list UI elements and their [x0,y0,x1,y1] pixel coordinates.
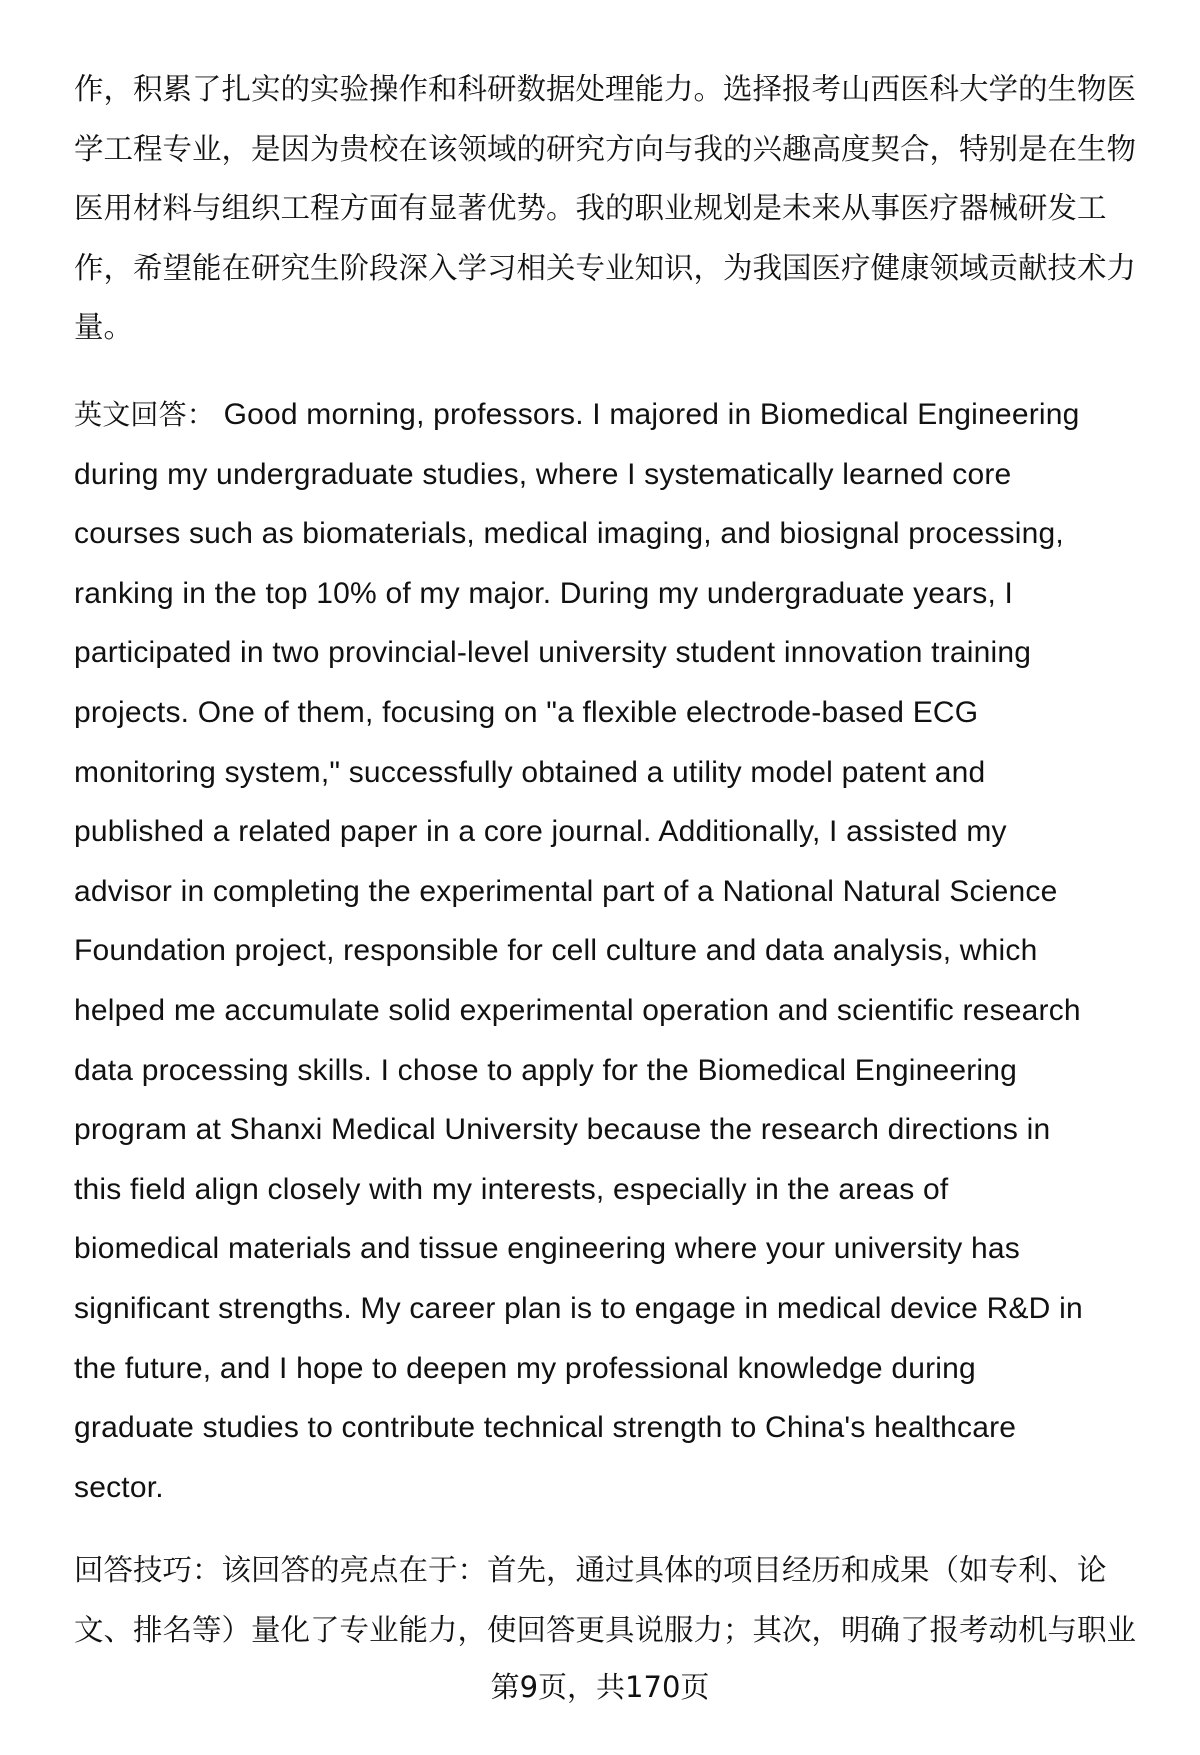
text-line [74,1541,1154,1601]
text-line: significant strengths. My career plan is to engage in medical device R&D in [74,1291,1083,1325]
text-line: the future, and I hope to deepen my professional knowledge during [74,1351,976,1385]
text-line: ranking in the top 10% of my major. During my undergraduate years, I [74,576,1014,610]
page-indicator: 第9页，共170页 [490,1670,710,1704]
text-line: program at Shanxi Medical University because the research directions in [74,1113,1051,1147]
text-line: participated in two provincial-level university student innovation training [74,636,1032,670]
text-line [74,385,1154,445]
english-answer-label: 英文回答： [74,398,216,431]
text-line: projects. One of them, focusing on "a flexible electrode-based ECG [74,695,979,729]
text-line: Foundation project, responsible for cell culture and data analysis, which [74,934,1038,968]
text-line: 作，积累了扎实的实验操作和科研数据处理能力。选择报考山西医科大学的生物医 [74,72,1137,106]
text-line: helped me accumulate solid experimental operation and scientific research [74,993,1081,1027]
text-line: sector. [74,1470,164,1504]
text-line: 作，希望能在研究生阶段深入学习相关专业知识，为我国医疗健康领域贡献技术力 [74,250,1137,285]
text-line: published a related paper in a core journal. Additionally, I assisted my [74,815,1007,849]
text-line: during my undergraduate studies, where I systematically learned core [74,457,1012,491]
answer-tips-first-line: 该回答的亮点在于：首先，通过具体的项目经历和成果（如专利、论 [221,1553,1107,1587]
text-line: monitoring system," successfully obtained a utility model patent and [74,755,986,789]
text-line: courses such as biomaterials, medical imaging, and biosignal processing, [74,517,1064,551]
chinese-paragraph [74,60,1154,358]
text-line: advisor in completing the experimental part of a National Natural Science [74,874,1058,908]
text-line: data processing skills. I chose to apply for the Biomedical Engineering [74,1053,1018,1087]
text-line: this field align closely with my interests, especially in the areas of [74,1172,949,1206]
text-line: biomedical materials and tissue engineering where your university has [74,1232,1020,1266]
english-answer-first-line: Good morning, professors. I majored in Biomedical Engineering [223,398,1080,431]
english-answer [74,385,1154,1517]
text-line: 学工程专业，是因为贵校在该领域的研究方向与我的兴趣高度契合，特别是在生物 [74,131,1137,166]
text-line: 文、排名等）量化了专业能力，使回答更具说服力；其次，明确了报考动机与职业 [74,1612,1137,1647]
answer-tips [74,1541,1154,1660]
answer-tips-label: 回答技巧： [74,1553,222,1587]
text-line: 量。 [74,310,134,345]
text-line: 医用材料与组织工程方面有显著优势。我的职业规划是未来从事医疗器械研发工 [74,191,1107,226]
text-line: graduate studies to contribute technical strength to China's healthcare [74,1411,1017,1445]
